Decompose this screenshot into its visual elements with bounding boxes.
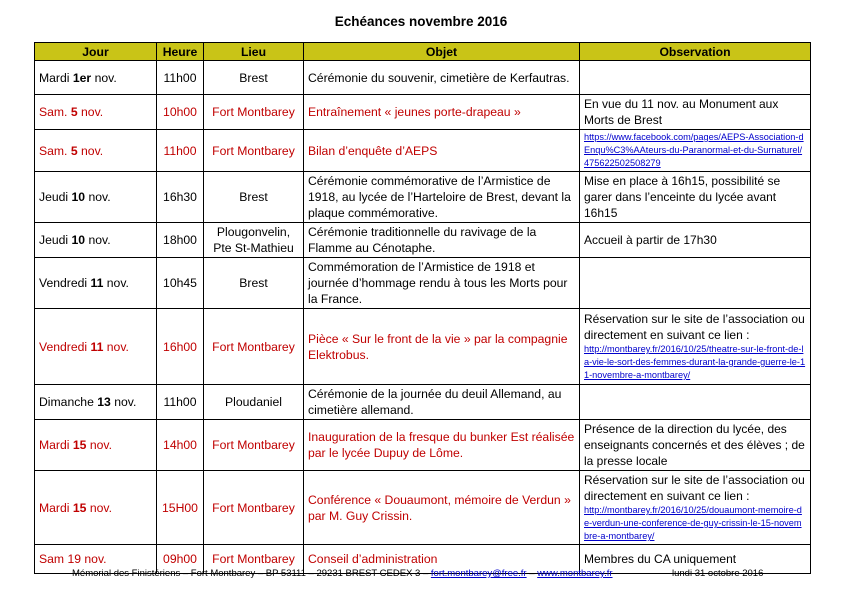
observation-link[interactable]: http://montbarey.fr/2016/10/25/douaumont-memoire-de-verdun-une-conference-de-guy-crissin-le-15-novembre-a-montbarey/ xyxy=(584,505,802,541)
cell-place: Fort Montbarey xyxy=(204,471,304,545)
cell-object: Commémoration de l’Armistice de 1918 et journée d’hommage rendu à tous les Morts pour la France. xyxy=(304,258,580,309)
cell-day xyxy=(35,471,157,545)
cell-observation xyxy=(580,130,811,172)
day-suffix: nov. xyxy=(91,70,117,85)
col-header-lieu: Lieu xyxy=(204,43,304,61)
observation-text: Réservation sur le site de l’association ou directement en suivant ce lien : xyxy=(584,473,805,503)
day-number: 15 xyxy=(72,500,87,515)
cell-observation xyxy=(580,223,811,258)
cell-place: Fort Montbarey xyxy=(204,95,304,130)
footer-text: Mémorial des Finistériens – Fort Montbarey – BP 53111 – 29231 BREST CEDEX 3 – xyxy=(72,568,429,579)
cell-object: Bilan d’enquête d’AEPS xyxy=(304,130,580,172)
cell-day xyxy=(35,385,157,420)
cell-time: 10h00 xyxy=(157,95,204,130)
day-number: 5 xyxy=(70,143,78,158)
day-number: 11 xyxy=(90,276,104,290)
day-number: 11 xyxy=(90,339,104,354)
day-number: 5 xyxy=(70,105,78,119)
cell-time: 18h00 xyxy=(157,223,204,258)
cell-place: Brest xyxy=(204,61,304,95)
schedule-body xyxy=(35,61,811,574)
cell-object: Inauguration de la fresque du bunker Est réalisée par le lycée Dupuy de Lôme. xyxy=(304,420,580,471)
cell-time: 09h00 xyxy=(157,545,204,574)
cell-time: 16h00 xyxy=(157,309,204,385)
day-suffix: nov. xyxy=(85,190,111,204)
cell-place: Brest xyxy=(204,258,304,309)
day-suffix: nov. xyxy=(86,500,112,515)
day-prefix: Sam. xyxy=(39,143,71,158)
table-row xyxy=(35,420,811,471)
footer-separator: – xyxy=(529,568,535,579)
cell-day xyxy=(35,258,157,309)
observation-text: Réservation sur le site de l’association ou directement en suivant ce lien : xyxy=(584,312,805,342)
observation-text: Membres du CA uniquement xyxy=(584,552,737,566)
table-row xyxy=(35,309,811,385)
day-prefix: Jeudi xyxy=(39,233,72,247)
col-header-objet: Objet xyxy=(304,43,580,61)
cell-object: Conférence « Douaumont, mémoire de Verdun » par M. Guy Crissin. xyxy=(304,471,580,545)
cell-observation xyxy=(580,309,811,385)
observation-text: Présence de la direction du lycée, des enseignants concernés et des élèves ; de la presse locale xyxy=(584,422,805,468)
cell-time: 15H00 xyxy=(157,471,204,545)
day-prefix: Sam. xyxy=(39,105,71,119)
table-row xyxy=(35,95,811,130)
cell-time: 16h30 xyxy=(157,172,204,223)
col-header-jour: Jour xyxy=(35,43,157,61)
observation-link[interactable]: https://www.facebook.com/pages/AEPS-Association-dEnqu%C3%AAteurs-du-Paranormal-et-du-Surnaturel/475622502508279 xyxy=(584,132,804,168)
day-suffix: nov. xyxy=(77,105,104,119)
day-suffix: nov. xyxy=(77,143,104,158)
page-title: Echéances novembre 2016 xyxy=(334,14,508,29)
cell-object: Conseil d’administration xyxy=(304,545,580,574)
day-prefix: Sam 19 nov. xyxy=(39,552,107,566)
observation-text: Accueil à partir de 17h30 xyxy=(584,233,717,247)
table-row xyxy=(35,258,811,309)
day-number: 13 xyxy=(97,395,111,409)
cell-place: Plougonvelin, Pte St-Mathieu xyxy=(204,223,304,258)
day-suffix: nov. xyxy=(86,438,112,452)
col-header-heure: Heure xyxy=(157,43,204,61)
day-suffix: nov. xyxy=(110,395,137,409)
cell-day xyxy=(35,172,157,223)
observation-link[interactable]: http://montbarey.fr/2016/10/25/theatre-sur-le-front-de-la-vie-le-sort-des-femmes-durant-la-grande-guerre-le-11-novembre-a-montbarey/ xyxy=(584,344,806,380)
day-prefix: Jeudi xyxy=(39,190,72,204)
cell-place: Fort Montbarey xyxy=(204,130,304,172)
cell-time: 11h00 xyxy=(157,130,204,172)
day-number: 1er xyxy=(72,70,92,85)
cell-time: 11h00 xyxy=(157,61,204,95)
day-suffix: nov. xyxy=(103,276,129,290)
header-row xyxy=(35,43,811,61)
cell-place: Ploudaniel xyxy=(204,385,304,420)
cell-day xyxy=(35,223,157,258)
footer-email-link[interactable]: fort.montbarey@free.fr xyxy=(430,568,527,579)
day-suffix: nov. xyxy=(85,233,111,247)
cell-object: Cérémonie commémorative de l’Armistice de 1918, au lycée de l’Harteloire de Brest, devant la plaque commémorative. xyxy=(304,172,580,223)
cell-day xyxy=(35,420,157,471)
cell-observation xyxy=(580,420,811,471)
day-suffix: nov. xyxy=(103,339,129,354)
day-prefix: Vendredi xyxy=(39,339,91,354)
cell-object: Entraînement « jeunes porte-drapeau » xyxy=(304,95,580,130)
schedule-table xyxy=(34,42,811,574)
table-row xyxy=(35,385,811,420)
cell-day xyxy=(35,309,157,385)
table-row xyxy=(35,172,811,223)
day-number: 10 xyxy=(71,190,86,204)
cell-day xyxy=(35,95,157,130)
cell-place: Fort Montbarey xyxy=(204,309,304,385)
cell-day xyxy=(35,130,157,172)
cell-observation xyxy=(580,258,811,309)
cell-observation xyxy=(580,61,811,95)
cell-object: Cérémonie traditionnelle du ravivage de la Flamme au Cénotaphe. xyxy=(304,223,580,258)
day-prefix: Mardi xyxy=(39,500,73,515)
cell-observation xyxy=(580,172,811,223)
day-prefix: Mardi xyxy=(39,438,73,452)
cell-time: 10h45 xyxy=(157,258,204,309)
cell-object: Pièce « Sur le front de la vie » par la compagnie Elektrobus. xyxy=(304,309,580,385)
observation-text: En vue du 11 nov. au Monument aux Morts de Brest xyxy=(584,97,779,127)
cell-place: Fort Montbarey xyxy=(204,545,304,574)
day-prefix: Vendredi xyxy=(39,276,91,290)
cell-observation xyxy=(580,471,811,545)
cell-object: Cérémonie du souvenir, cimetière de Kerfautras. xyxy=(304,61,580,95)
table-row xyxy=(35,223,811,258)
table-row xyxy=(35,130,811,172)
observation-text: Mise en place à 16h15, possibilité se garer dans l’enceinte du lycée avant 16h15 xyxy=(584,174,781,220)
footer-site-link[interactable]: www.montbarey.fr xyxy=(537,568,613,579)
table-row xyxy=(35,61,811,95)
cell-day xyxy=(35,61,157,95)
cell-observation xyxy=(580,385,811,420)
day-number: 15 xyxy=(72,438,87,452)
day-prefix: Mardi xyxy=(39,70,73,85)
day-prefix: Dimanche xyxy=(39,395,98,409)
cell-object: Cérémonie de la journée du deuil Allemand, au cimetière allemand. xyxy=(304,385,580,420)
cell-time: 11h00 xyxy=(157,385,204,420)
cell-time: 14h00 xyxy=(157,420,204,471)
footer-address xyxy=(72,568,613,579)
footer-date: lundi 31 octobre 2016 xyxy=(672,568,764,579)
col-header-observation: Observation xyxy=(580,43,811,61)
cell-observation xyxy=(580,95,811,130)
cell-place: Fort Montbarey xyxy=(204,420,304,471)
table-row xyxy=(35,471,811,545)
day-number: 10 xyxy=(71,233,86,247)
cell-place: Brest xyxy=(204,172,304,223)
